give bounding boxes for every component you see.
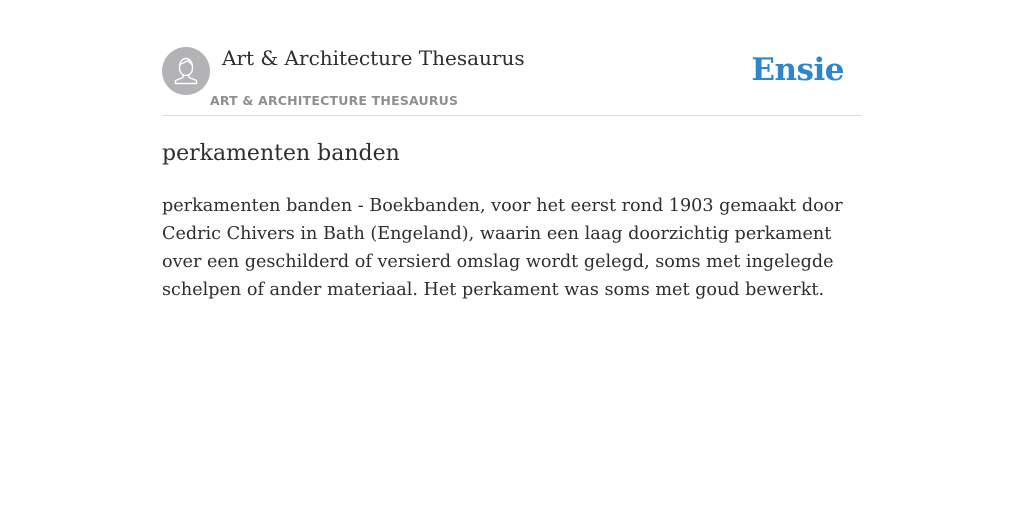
entry-term-heading: perkamenten banden [162,141,400,166]
ensie-logo-link[interactable]: Ensie [751,52,844,88]
page-content [162,0,862,300]
source-header [162,0,862,116]
user-placeholder-icon [162,47,210,95]
source-avatar[interactable] [162,47,210,95]
entry-definition: perkamenten banden - Boekbanden, voor het eerst rond 1903 gemaakt door Cedric Chivers in Bath (Engeland), waarin een laag doorzichtig perkament over een geschilderd of versierd omslag wordt gelegd, soms met ingelegde schelpen of ander materiaal. Het perkament was soms met goud bewerkt. [162,196,843,300]
source-title[interactable]: Art & Architecture Thesaurus [222,46,525,70]
source-subtitle: ART & ARCHITECTURE THESAURUS [210,93,459,108]
